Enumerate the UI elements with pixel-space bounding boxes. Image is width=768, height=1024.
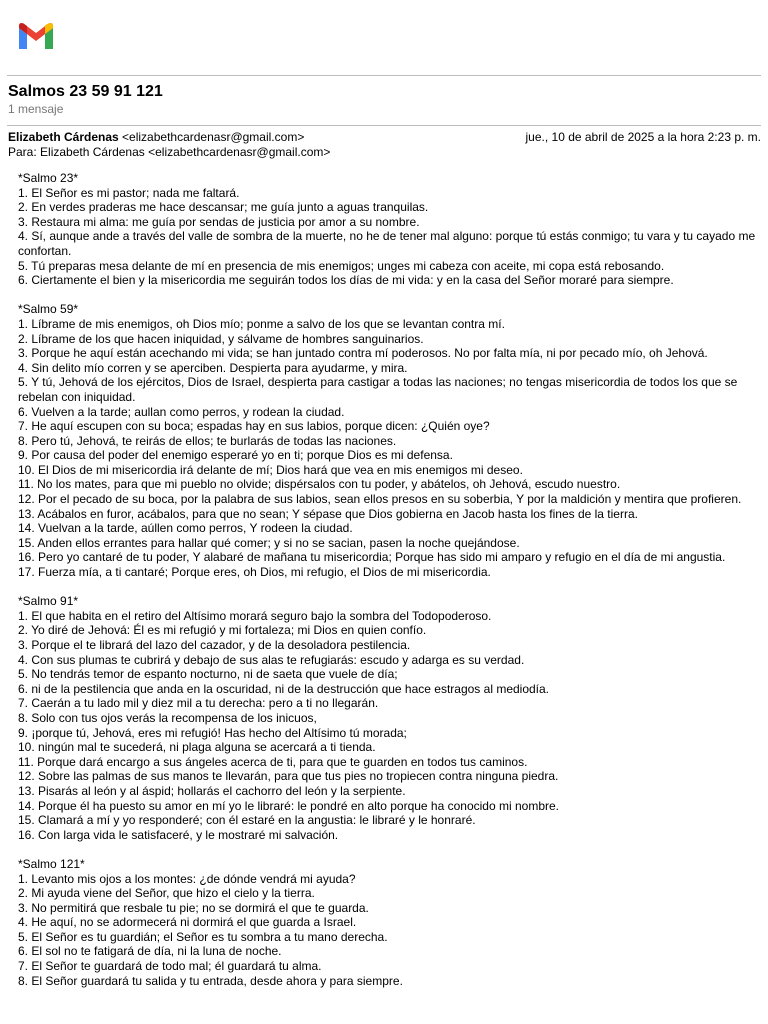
psalm-verse: 1. Líbrame de mis enemigos, oh Dios mío; ponme a salvo de los que se levantan contra mí.: [18, 316, 505, 331]
psalm-section: [18, 171, 762, 288]
message-count: 1 mensaje: [8, 102, 64, 116]
psalm-verse: 3. Restaura mi alma: me guía por sendas de justicia por amor a su nombre.: [18, 214, 420, 229]
message-date: jue., 10 de abril de 2025 a la hora 2:23 p. m.: [525, 130, 761, 144]
psalm-verse: 9. Por causa del poder del enemigo esperaré yo en ti; porque Dios es mi defensa.: [18, 448, 453, 463]
psalm-verse: 17. Fuerza mía, a ti cantaré; Porque eres, oh Dios, mi refugio, el Dios de mi misericordia.: [18, 565, 491, 580]
psalm-title: *Salmo 121*: [18, 856, 85, 871]
psalm-verse: 13. Pisarás al león y al áspid; hollarás el cachorro del león y la serpiente.: [18, 783, 406, 798]
psalm-verse: 11. Porque dará encargo a sus ángeles acerca de ti, para que te guarden en todos tus caminos.: [18, 754, 528, 769]
subject-divider: [7, 125, 761, 126]
psalm-verse: 2. En verdes praderas me hace descansar; me guía junto a aguas tranquilas.: [18, 200, 429, 215]
psalm-section: [18, 302, 762, 579]
psalm-verse: 8. Solo con tus ojos verás la recompensa de los inicuos,: [18, 710, 317, 725]
psalm-verse: 5. Tú preparas mesa delante de mí en presencia de mis enemigos; unges mi cabeza con aceite, mi copa está rebosando.: [18, 258, 665, 273]
psalm-verse: 6. ni de la pestilencia que anda en la oscuridad, ni de la destrucción que hace estragos al mediodía.: [18, 681, 550, 696]
recipient-name: Elizabeth Cárdenas: [40, 145, 145, 159]
psalm-verse: 12. Por el pecado de su boca, por la palabra de sus labios, sean ellos presos en su soberbia, Y por la maldición y mentira que profieren.: [18, 492, 742, 507]
psalm-verse: 3. Porque he aquí están acechando mi vida; se han juntado contra mí poderosos. No por falta mía, ni por pecado mío, oh Jehová.: [18, 346, 708, 361]
psalm-verse: 5. El Señor es tu guardián; el Señor es tu sombra a tu mano derecha.: [18, 929, 388, 944]
psalm-verse: 4. Sí, aunque ande a través del valle de sombra de la muerte, no he de tener mal alguno: porque tú estás conmigo; tu vara y tu cayado me confortan.: [18, 229, 756, 258]
psalm-verse: 6. El sol no te fatigará de día, ni la luna de noche.: [18, 944, 282, 959]
psalm-verse: 9. ¡porque tú, Jehová, eres mi refugió! Has hecho del Altísimo tú morada;: [18, 725, 407, 740]
psalm-verse: 8. Pero tú, Jehová, te reirás de ellos; te burlarás de todas las naciones.: [18, 433, 397, 448]
psalm-title: *Salmo 91*: [18, 594, 79, 609]
psalm-section: [18, 857, 762, 988]
sender-email[interactable]: <elizabethcardenasr@gmail.com>: [122, 130, 305, 144]
sender-name: Elizabeth Cárdenas: [8, 130, 119, 144]
psalm-verse: 2. Líbrame de los que hacen iniquidad, y sálvame de hombres sanguinarios.: [18, 331, 424, 346]
psalm-verse: 11. No los mates, para que mi pueblo no olvide; dispérsalos con tu poder, y abátelos, oh Jehová, escudo nuestro.: [18, 477, 621, 492]
psalm-verse: 6. Ciertamente el bien y la misericordia me seguirán todos los días de mi vida: y en la casa del Señor moraré para siempre.: [18, 273, 674, 288]
sender-line: [8, 130, 304, 145]
gmail-logo-icon: [16, 20, 56, 52]
psalm-verse: 2. Yo diré de Jehová: Él es mi refugió y mi fortaleza; mi Dios en quien confío.: [18, 623, 427, 638]
recipient-line: [8, 145, 330, 160]
psalm-verse: 4. He aquí, no se adormecerá ni dormirá el que guarda a Israel.: [18, 915, 357, 930]
psalm-verse: 10. ningún mal te sucederá, ni plaga alguna se acercará a ti tienda.: [18, 740, 376, 755]
psalm-verse: 10. El Dios de mi misericordia irá delante de mí; Dios hará que vea en mis enemigos mi deseo.: [18, 462, 523, 477]
psalm-verse: 6. Vuelven a la tarde; aullan como perros, y rodean la ciudad.: [18, 404, 345, 419]
psalm-verse: 5. No tendrás temor de espanto nocturno, ni de saeta que vuele de día;: [18, 667, 398, 682]
psalm-verse: 2. Mi ayuda viene del Señor, que hizo el cielo y la tierra.: [18, 886, 315, 901]
header-divider: [7, 75, 761, 76]
psalm-verse: 4. Sin delito mío corren y se aperciben. Despierta para ayudarme, y mira.: [18, 360, 408, 375]
psalm-verse: 4. Con sus plumas te cubrirá y debajo de sus alas te refugiarás: escudo y adarga es su verdad.: [18, 652, 525, 667]
psalm-verse: 14. Porque él ha puesto su amor en mí yo le libraré: le pondré en alto porque ha conocido mi nombre.: [18, 798, 559, 813]
psalm-verse: 3. No permitirá que resbale tu pie; no se dormirá el que te guarda.: [18, 900, 369, 915]
psalm-verse: 16. Pero yo cantaré de tu poder, Y alabaré de mañana tu misericordia; Porque has sido mi amparo y refugio en el día de mi angustia.: [18, 550, 726, 565]
psalm-verse: 7. He aquí escupen con su boca; espadas hay en sus labios, porque dicen: ¿Quién oye?: [18, 419, 490, 434]
message-body: [18, 171, 762, 1003]
psalm-verse: 13. Acábalos en furor, acábalos, para que no sean; Y sépase que Dios gobierna en Jacob hasta los fines de la tierra.: [18, 506, 638, 521]
thread-subject: Salmos 23 59 91 121: [8, 83, 163, 100]
psalm-verse: 14. Vuelvan a la tarde, aúllen como perros, Y rodeen la ciudad.: [18, 521, 353, 536]
psalm-title: *Salmo 23*: [18, 171, 79, 185]
psalm-verse: 7. Caerán a tu lado mil y diez mil a tu derecha: pero a ti no llegarán.: [18, 696, 379, 711]
psalm-verse: 5. Y tú, Jehová de los ejércitos, Dios de Israel, despierta para castigar a todas las naciones; no tengas misericordia de todos los que se rebelan con iniquidad.: [18, 375, 738, 404]
psalm-verse: 1. Levanto mis ojos a los montes: ¿de dónde vendrá mi ayuda?: [18, 871, 356, 886]
psalm-title: *Salmo 59*: [18, 302, 79, 317]
recipient-label: Para:: [8, 145, 37, 159]
psalm-verse: 1. El que habita en el retiro del Altísimo morará seguro bajo la sombra del Todopoderoso.: [18, 608, 492, 623]
psalm-section: [18, 594, 762, 842]
psalm-verse: 12. Sobre las palmas de sus manos te llevarán, para que tus pies no tropiecen contra ninguna piedra.: [18, 769, 559, 784]
recipient-email[interactable]: <elizabethcardenasr@gmail.com>: [148, 145, 331, 159]
psalm-verse: 16. Con larga vida le satisfaceré, y le mostraré mi salvación.: [18, 827, 339, 842]
psalm-verse: 3. Porque el te librará del lazo del cazador, y de la desoladora pestilencia.: [18, 638, 411, 652]
psalm-verse: 1. El Señor es mi pastor; nada me faltará.: [18, 185, 240, 200]
psalm-verse: 15. Anden ellos errantes para hallar qué comer; y si no se sacian, pasen la noche quejándose.: [18, 535, 520, 550]
psalm-verse: 7. El Señor te guardará de todo mal; él guardará tu alma.: [18, 959, 322, 974]
psalm-verse: 8. El Señor guardará tu salida y tu entrada, desde ahora y para siempre.: [18, 973, 403, 988]
psalm-verse: 15. Clamará a mí y yo responderé; con él estaré en la angustia: le libraré y le honraré.: [18, 813, 476, 828]
